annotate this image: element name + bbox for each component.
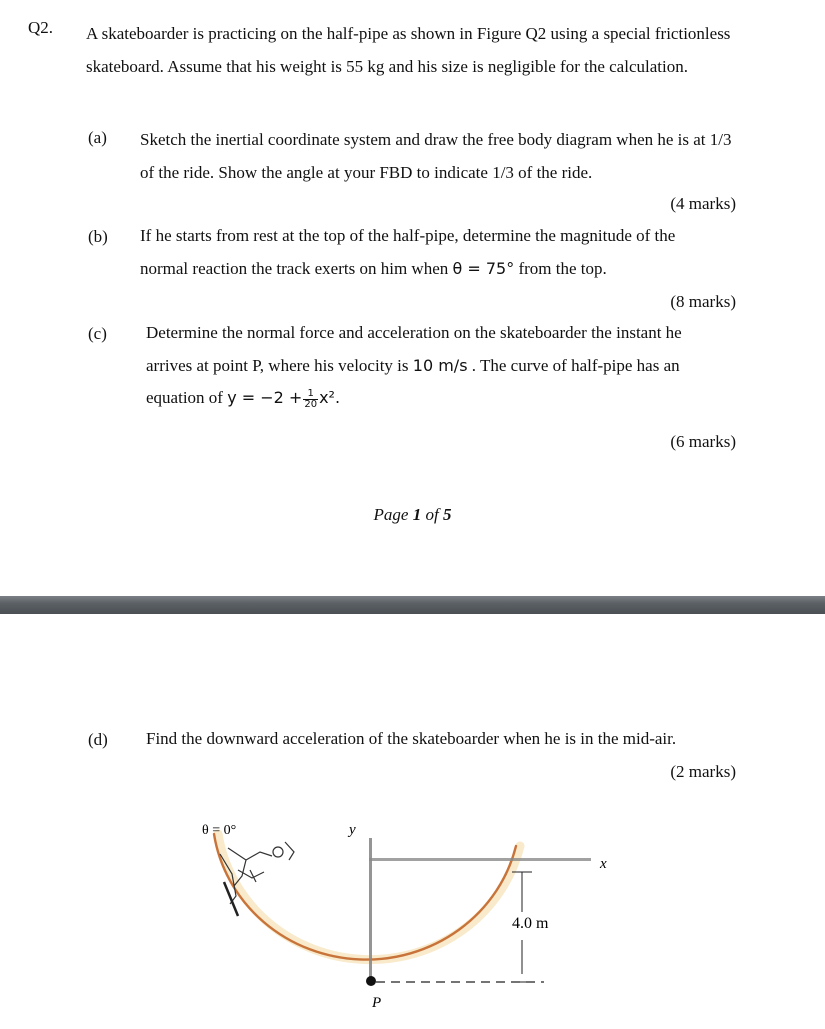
y-axis-label: y: [349, 822, 356, 838]
part-c-line3: equation of y = −2 + $\frac{1}{20}$ x².: [146, 387, 341, 410]
figure-q2: [190, 812, 620, 1024]
theta-value: θ = 75°: [452, 258, 515, 278]
height-label: 4.0 m: [512, 915, 549, 932]
part-c-text: [146, 317, 746, 415]
point-p-label: P: [372, 995, 382, 1011]
page-separator: [0, 596, 825, 614]
half-pipe-diagram: [190, 812, 620, 1024]
curve-equation-right: x².: [319, 388, 341, 407]
part-b-label: (b): [88, 227, 108, 246]
part-d-label: (d): [88, 730, 108, 749]
part-c-label: (c): [88, 324, 107, 343]
part-c-marks: (6 marks): [670, 432, 736, 451]
part-b-line1: If he starts from rest at the top of the half-pipe, determine the magnitude of the: [140, 226, 676, 245]
curve-equation-left: y = −2 +: [227, 388, 303, 407]
part-b-line2: normal reaction the track exerts on him when θ = 75° from the top.: [140, 258, 607, 278]
part-d-marks: (2 marks): [670, 762, 736, 781]
skateboarder-figure: [220, 842, 294, 904]
velocity-value: 10 m/s: [412, 355, 468, 375]
x-axis: [369, 858, 591, 861]
part-b-text: [140, 220, 750, 285]
page-current: 1: [412, 505, 422, 524]
point-p-marker: [366, 976, 376, 986]
part-a-marks: (4 marks): [670, 194, 736, 213]
part-d-text: Find the downward acceleration of the skateboarder when he is in the mid-air.: [146, 729, 677, 748]
question-number: Q2.: [28, 18, 54, 37]
part-c-line2: arrives at point P, where his velocity is 10 m/s . The curve of half-pipe has an: [146, 355, 680, 375]
part-a-label: (a): [88, 128, 107, 147]
part-a-text: Sketch the inertial coordinate system and draw the free body diagram when he is at 1/3 of the ride. Show the angle at your FBD to indicate 1/3 of the ride.: [140, 130, 732, 182]
page-footer: Page 1 of 5: [373, 505, 452, 524]
curve-equation-fraction: $\frac{1}{20}$: [304, 387, 318, 410]
x-axis-label: x: [600, 856, 607, 872]
page-total: 5: [442, 505, 452, 524]
theta-zero-label: θ = 0°: [202, 823, 237, 838]
question-intro: A skateboarder is practicing on the half-pipe as shown in Figure Q2 using a special frictionless skateboard. Assume that his weight is 55 kg and his size is negligible for the calculation.: [86, 24, 731, 76]
part-c-line1: Determine the normal force and acceleration on the skateboarder the instant he: [146, 323, 682, 342]
part-b-marks: (8 marks): [670, 292, 736, 311]
